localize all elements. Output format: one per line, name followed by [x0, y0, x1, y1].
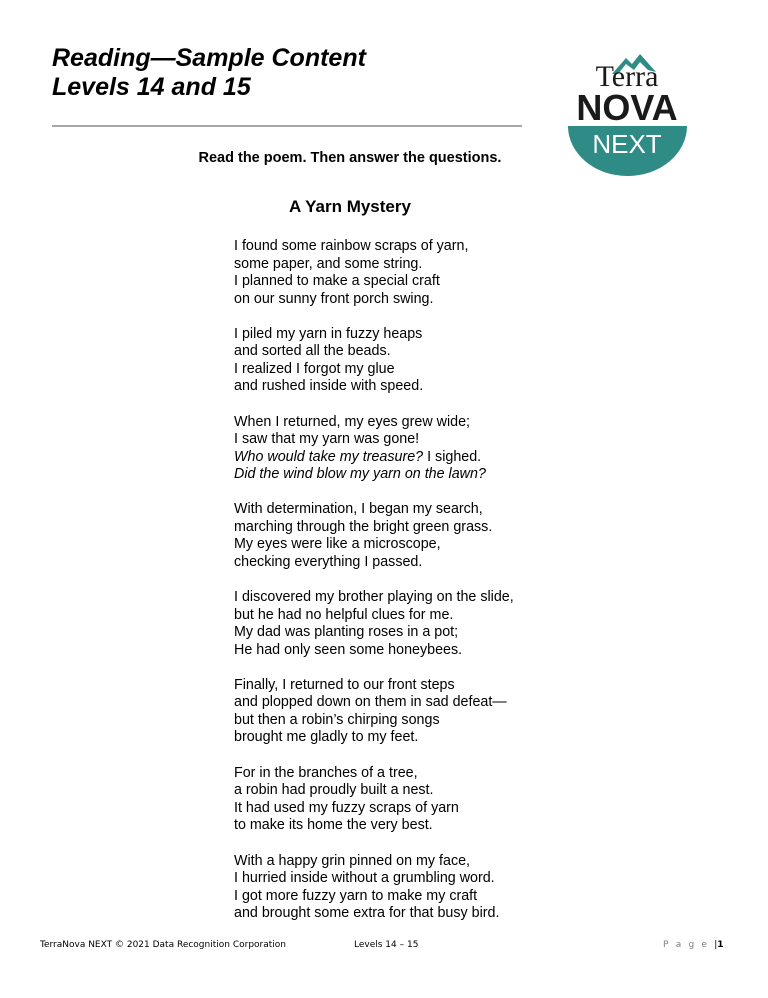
poem-line: I hurried inside without a grumbling word. [234, 870, 495, 887]
page-number: 1 [717, 940, 724, 950]
poem-line: I planned to make a special craft [234, 273, 440, 289]
poem-body [234, 238, 714, 940]
poem-line: and plopped down on them in sad defeat— [234, 694, 507, 711]
footer-page-number [663, 940, 724, 950]
poem-line: and brought some extra for that busy bird. [234, 905, 500, 922]
poem-line: brought me gladly to my feet. [234, 729, 419, 746]
header-divider [52, 125, 522, 127]
poem-line: I found some rainbow scraps of yarn, [234, 238, 469, 254]
stanza-7 [234, 765, 714, 835]
poem-line: I discovered my brother playing on the slide, [234, 589, 514, 606]
poem-line: My eyes were like a microscope, [234, 536, 441, 553]
stanza-6 [234, 677, 714, 747]
poem-line: I piled my yarn in fuzzy heaps [234, 325, 423, 342]
poem-line: I got more fuzzy yarn to make my craft [234, 887, 478, 904]
logo-word-next: NEXT [592, 129, 662, 159]
stanza-3 [234, 414, 714, 484]
poem-line: and sorted all the beads. [234, 343, 391, 360]
stanza-1 [234, 238, 714, 308]
page-label: P a g e [663, 940, 710, 950]
poem-line: a robin had proudly built a nest. [234, 782, 434, 799]
page-separator: | [714, 940, 718, 950]
stanza-5 [234, 589, 714, 659]
footer-copyright: TerraNova NEXT © 2021 Data Recognition Corporation [40, 940, 286, 950]
poem-line-plain: I sighed. [423, 448, 482, 465]
poem-line: I realized I forgot my glue [234, 360, 395, 377]
poem-line: Did the wind blow my yarn on the lawn? [234, 466, 486, 483]
poem-line: My dad was planting roses in a pot; [234, 624, 459, 641]
poem-line: some paper, and some string. [234, 255, 423, 272]
document-title [52, 44, 366, 102]
poem-line: I saw that my yarn was gone! [234, 431, 420, 448]
logo-word-terra: Terra [595, 60, 659, 93]
poem-line: checking everything I passed. [234, 553, 423, 570]
poem-line: With determination, I began my search, [234, 501, 483, 518]
title-line-1: Reading—Sample Content [52, 44, 366, 72]
stanza-8 [234, 853, 714, 923]
poem-line: to make its home the very best. [234, 817, 433, 834]
instruction-text: Read the poem. Then answer the questions. [198, 150, 502, 166]
poem-line: Finally, I returned to our front steps [234, 676, 455, 693]
poem-line: When I returned, my eyes grew wide; [234, 413, 470, 430]
logo-word-nova: NOVA [576, 87, 678, 128]
poem-line: and rushed inside with speed. [234, 378, 424, 395]
poem-line: but then a robin’s chirping songs [234, 711, 440, 728]
instructions [0, 150, 700, 166]
poem-line: It had used my fuzzy scraps of yarn [234, 799, 459, 816]
stanza-4 [234, 501, 714, 571]
poem-line [234, 449, 714, 467]
poem-line: on our sunny front porch swing. [234, 290, 434, 307]
poem-line: For in the branches of a tree, [234, 764, 418, 781]
poem-line-italic: Who would take my treasure? [234, 448, 424, 465]
poem-title: A Yarn Mystery [289, 197, 411, 216]
poem-line: With a happy grin pinned on my face, [234, 852, 471, 869]
poem-line: He had only seen some honeybees. [234, 641, 463, 658]
footer-levels: Levels 14 – 15 [354, 940, 419, 950]
title-line-2: Levels 14 and 15 [52, 73, 251, 101]
poem-line: but he had no helpful clues for me. [234, 606, 454, 623]
poem-line: marching through the bright green grass. [234, 518, 493, 535]
stanza-2 [234, 326, 714, 396]
